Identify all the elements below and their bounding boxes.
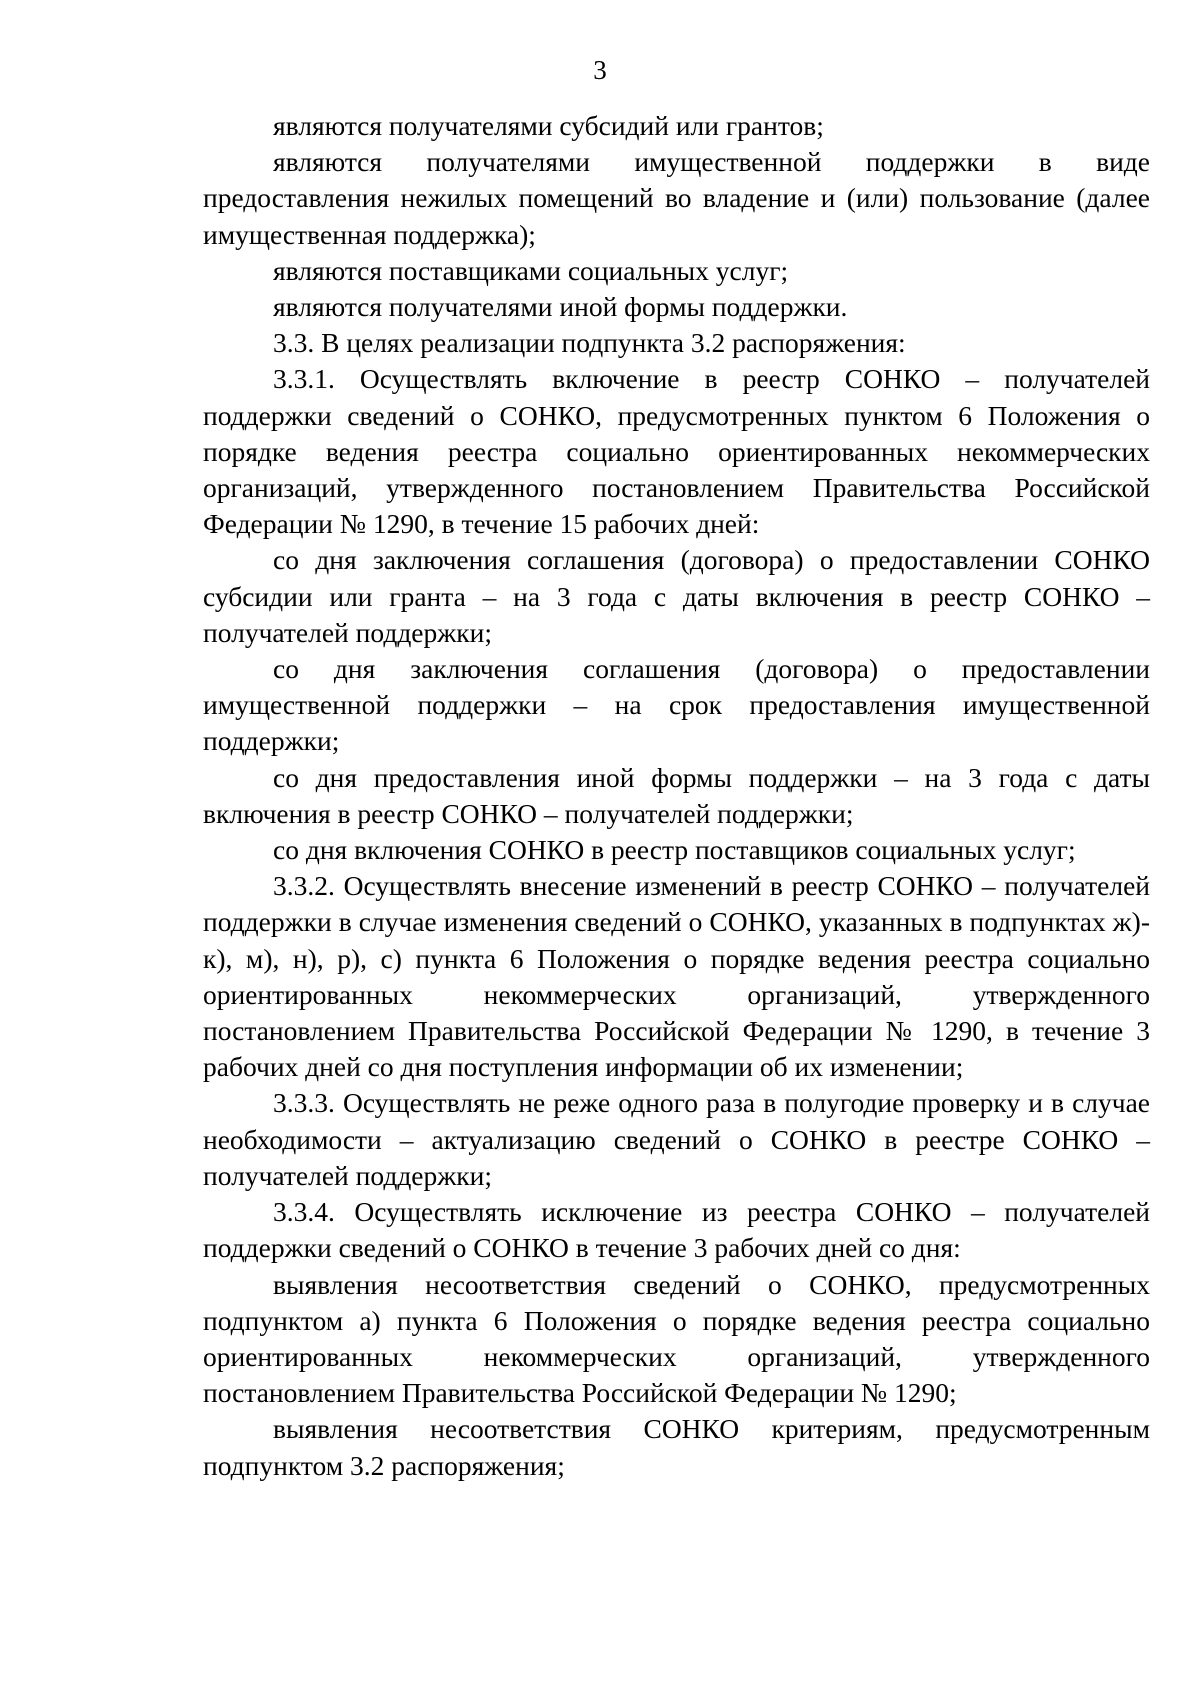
paragraph: со дня заключения соглашения (договора) о предоставлении СОНКО субсидии или гранта – на 3 года с даты включения в реестр СОНКО – получателей поддержки; [203, 544, 1150, 648]
paragraph: являются поставщиками социальных услуг; [273, 254, 789, 286]
paragraph: являются получателями иной формы поддержки. [273, 291, 848, 323]
page-number: 3 [593, 55, 607, 85]
paragraph: 3.3.2. Осуществлять внесение изменений в реестр СОНКО – получателей поддержки в случае изменения сведений о СОНКО, указанных в подпунктах ж)-к), м), н), р), с) пункта 6 Положения о порядке ведения реестра социально ориентированных некоммерческих организаций, утвержденного постановлением Правительства Российской Федерации № 1290, в течение 3 рабочих дней со дня поступления информации об их изменении; [203, 870, 1150, 1083]
paragraph: выявления несоответствия сведений о СОНКО, предусмотренных подпунктом а) пункта 6 Положения о порядке ведения реестра социально ориентированных некоммерческих организаций, утвержденного постановлением Правительства Российской Федерации № 1290; [203, 1268, 1150, 1409]
paragraph: со дня включения СОНКО в реестр поставщиков социальных услуг; [273, 834, 1076, 866]
paragraph: являются получателями имущественной поддержки в виде предоставления нежилых помещений во владение и (или) пользование (далее имущественная поддержка); [203, 146, 1150, 250]
paragraph: 3.3.3. Осуществлять не реже одного раза в полугодие проверку и в случае необходимости – актуализацию сведений о СОНКО в реестре СОНКО – получателей поддержки; [203, 1087, 1150, 1191]
paragraph: 3.3.1. Осуществлять включение в реестр СОНКО – получателей поддержки сведений о СОНКО, предусмотренных пунктом 6 Положения о порядке ведения реестра социально ориентированных некоммерческих организаций, утвержденного постановлением Правительства Российской Федерации № 1290, в течение 15 рабочих дней: [203, 363, 1150, 540]
paragraph: со дня заключения соглашения (договора) о предоставлении имущественной поддержки – на срок предоставления имущественной поддержки; [203, 653, 1150, 757]
paragraph: являются получателями субсидий или грантов; [273, 110, 824, 141]
paragraph: выявления несоответствия СОНКО критериям, предусмотренным подпунктом 3.2 распоряжения; [203, 1413, 1150, 1481]
paragraph: 3.3. В целях реализации подпункта 3.2 распоряжения: [273, 327, 906, 359]
document-body [203, 108, 1150, 1484]
paragraph: со дня предоставления иной формы поддержки – на 3 года с даты включения в реестр СОНКО – получателей поддержки; [203, 761, 1150, 829]
paragraph: 3.3.4. Осуществлять исключение из реестра СОНКО – получателей поддержки сведений о СОНКО в течение 3 рабочих дней со дня: [203, 1196, 1150, 1264]
